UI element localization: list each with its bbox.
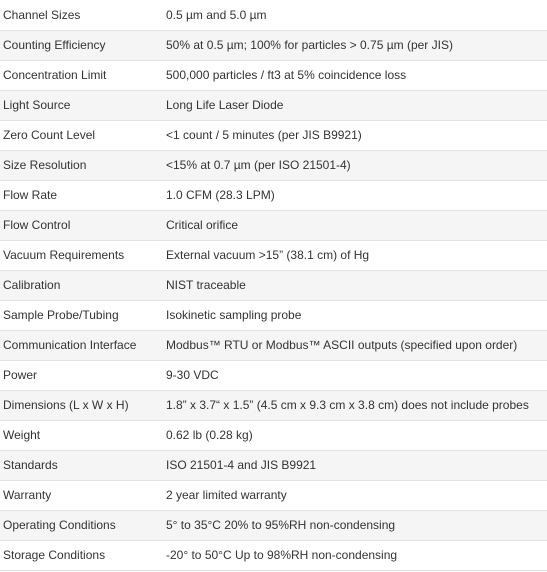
spec-value: <15% at 0.7 µm (per ISO 21501-4): [163, 150, 547, 180]
spec-label: Standards: [0, 450, 163, 480]
spec-row-vacuum-requirements: [0, 240, 547, 270]
spec-row-warranty: [0, 480, 547, 510]
spec-label: Light Source: [0, 90, 163, 120]
spec-label: Calibration: [0, 270, 163, 300]
spec-label: Vacuum Requirements: [0, 240, 163, 270]
spec-value: Isokinetic sampling probe: [163, 300, 547, 330]
spec-label: Concentration Limit: [0, 60, 163, 90]
spec-value: 9-30 VDC: [163, 360, 547, 390]
spec-value: 0.5 µm and 5.0 µm: [163, 0, 547, 30]
spec-row-weight: [0, 420, 547, 450]
spec-row-communication-interface: [0, 330, 547, 360]
spec-value: Critical orifice: [163, 210, 547, 240]
spec-row-channel-sizes: [0, 0, 547, 30]
spec-row-light-source: [0, 90, 547, 120]
spec-label: Weight: [0, 420, 163, 450]
spec-value: 50% at 0.5 µm; 100% for particles > 0.75 µm (per JIS): [163, 30, 547, 60]
spec-label: Communication Interface: [0, 330, 163, 360]
spec-row-counting-efficiency: [0, 30, 547, 60]
spec-label: Dimensions (L x W x H): [0, 390, 163, 420]
spec-value: 2 year limited warranty: [163, 480, 547, 510]
spec-value: ISO 21501-4 and JIS B9921: [163, 450, 547, 480]
spec-value: NIST traceable: [163, 270, 547, 300]
spec-label: Zero Count Level: [0, 120, 163, 150]
spec-row-flow-control: [0, 210, 547, 240]
spec-label: Flow Rate: [0, 180, 163, 210]
spec-value: Long Life Laser Diode: [163, 90, 547, 120]
spec-value: 1.8” x 3.7“ x 1.5” (4.5 cm x 9.3 cm x 3.8 cm) does not include probes: [163, 390, 547, 420]
spec-value: <1 count / 5 minutes (per JIS B9921): [163, 120, 547, 150]
spec-label: Flow Control: [0, 210, 163, 240]
spec-row-power: [0, 360, 547, 390]
spec-row-standards: [0, 450, 547, 480]
spec-label: Warranty: [0, 480, 163, 510]
spec-row-operating-conditions: [0, 510, 547, 540]
spec-label: Sample Probe/Tubing: [0, 300, 163, 330]
spec-value: 0.62 lb (0.28 kg): [163, 420, 547, 450]
spec-value: Modbus™ RTU or Modbus™ ASCII outputs (specified upon order): [163, 330, 547, 360]
spec-value: -20° to 50°C Up to 98%RH non-condensing: [163, 540, 547, 570]
spec-row-dimensions: [0, 390, 547, 420]
spec-row-zero-count-level: [0, 120, 547, 150]
spec-row-flow-rate: [0, 180, 547, 210]
spec-label: Counting Efficiency: [0, 30, 163, 60]
spec-value: 1.0 CFM (28.3 LPM): [163, 180, 547, 210]
spec-row-storage-conditions: [0, 540, 547, 570]
spec-label: Storage Conditions: [0, 540, 163, 570]
spec-label: Size Resolution: [0, 150, 163, 180]
spec-label: Operating Conditions: [0, 510, 163, 540]
spec-label: Channel Sizes: [0, 0, 163, 30]
spec-value: External vacuum >15” (38.1 cm) of Hg: [163, 240, 547, 270]
spec-row-calibration: [0, 270, 547, 300]
spec-label: Power: [0, 360, 163, 390]
spec-value: 5° to 35°C 20% to 95%RH non-condensing: [163, 510, 547, 540]
spec-row-concentration-limit: [0, 60, 547, 90]
spec-row-sample-probe-tubing: [0, 300, 547, 330]
spec-row-size-resolution: [0, 150, 547, 180]
spec-value: 500,000 particles / ft3 at 5% coincidence loss: [163, 60, 547, 90]
